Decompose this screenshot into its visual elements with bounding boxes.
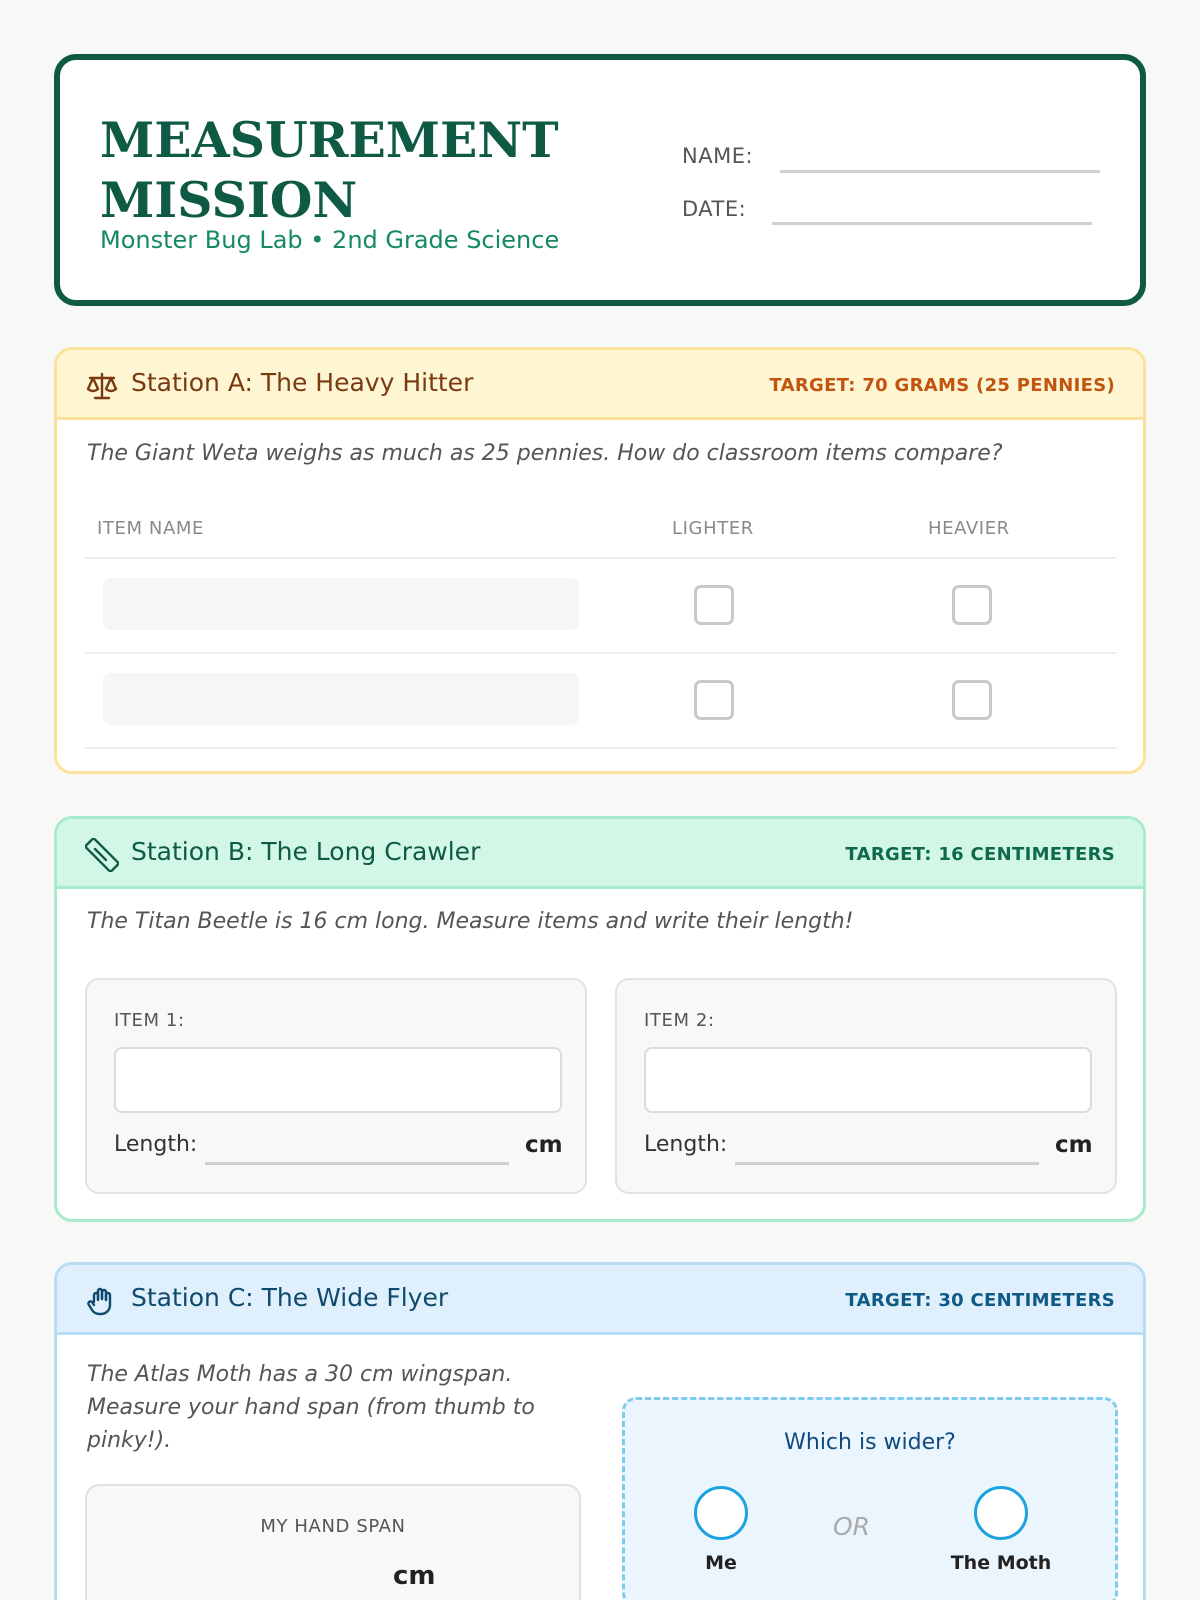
heavier-checkbox[interactable] (952, 680, 992, 720)
name-field[interactable] (780, 170, 1100, 173)
hand-span-unit: cm (393, 1561, 436, 1591)
station-a (54, 347, 1146, 774)
item-label: ITEM 1: (114, 1010, 185, 1031)
unit-label: cm (525, 1132, 563, 1158)
item-label: ITEM 2: (644, 1010, 715, 1031)
item-card (615, 978, 1117, 1194)
column-header-heavier: HEAVIER (928, 518, 1010, 539)
station-b-description: The Titan Beetle is 16 cm long. Measure items and write their length! (87, 909, 854, 934)
station-c-description: The Atlas Moth has a 30 cm wingspan. Measure your hand span (from thumb to pinky!). (87, 1362, 535, 1453)
which-wider-box (622, 1397, 1118, 1600)
station-b-header (57, 819, 1143, 889)
date-label: DATE: (682, 197, 747, 221)
station-c-header (57, 1265, 1143, 1335)
column-header-item-name: ITEM NAME (97, 518, 205, 539)
hand-span-card (85, 1484, 581, 1600)
station-a-description: The Giant Weta weighs as much as 25 pennies. How do classroom items compare? (87, 441, 1003, 466)
table-divider (85, 557, 1117, 559)
hand-span-label: MY HAND SPAN (260, 1516, 406, 1537)
column-header-lighter: LIGHTER (672, 518, 754, 539)
scale-icon (85, 369, 119, 403)
length-input[interactable] (205, 1162, 509, 1165)
me-radio[interactable] (694, 1486, 748, 1540)
table-divider (85, 747, 1117, 749)
length-label: Length: (114, 1132, 198, 1157)
item-name-input[interactable] (114, 1047, 562, 1113)
ruler-icon (85, 838, 119, 872)
unit-label: cm (1055, 1132, 1093, 1158)
station-c-title: Station C: The Wide Flyer (131, 1283, 449, 1312)
heavier-checkbox[interactable] (952, 585, 992, 625)
station-a-target: TARGET: 70 GRAMS (25 PENNIES) (769, 375, 1115, 396)
hand-icon (85, 1284, 119, 1318)
moth-label: The Moth (950, 1552, 1052, 1574)
item-name-input[interactable] (644, 1047, 1092, 1113)
table-divider (85, 652, 1117, 654)
item-name-input[interactable] (103, 673, 579, 725)
page-title: MEASUREMENT MISSION (100, 111, 559, 229)
moth-radio[interactable] (974, 1486, 1028, 1540)
length-label: Length: (644, 1132, 728, 1157)
station-a-title: Station A: The Heavy Hitter (131, 368, 474, 397)
which-wider-question: Which is wider? (784, 1430, 956, 1455)
length-input[interactable] (735, 1162, 1039, 1165)
lighter-checkbox[interactable] (694, 680, 734, 720)
station-c-target: TARGET: 30 CENTIMETERS (845, 1290, 1115, 1311)
name-label: NAME: (682, 144, 754, 168)
me-label: Me (705, 1552, 737, 1574)
or-label: OR (833, 1512, 871, 1541)
station-b (54, 816, 1146, 1222)
lighter-checkbox[interactable] (694, 585, 734, 625)
station-b-target: TARGET: 16 CENTIMETERS (845, 844, 1115, 865)
station-c (54, 1262, 1146, 1600)
station-b-title: Station B: The Long Crawler (131, 837, 481, 866)
date-field[interactable] (772, 222, 1092, 225)
page-subtitle: Monster Bug Lab • 2nd Grade Science (100, 226, 560, 254)
worksheet-header (54, 54, 1146, 306)
item-card (85, 978, 587, 1194)
station-a-header (57, 350, 1143, 420)
item-name-input[interactable] (103, 578, 579, 630)
